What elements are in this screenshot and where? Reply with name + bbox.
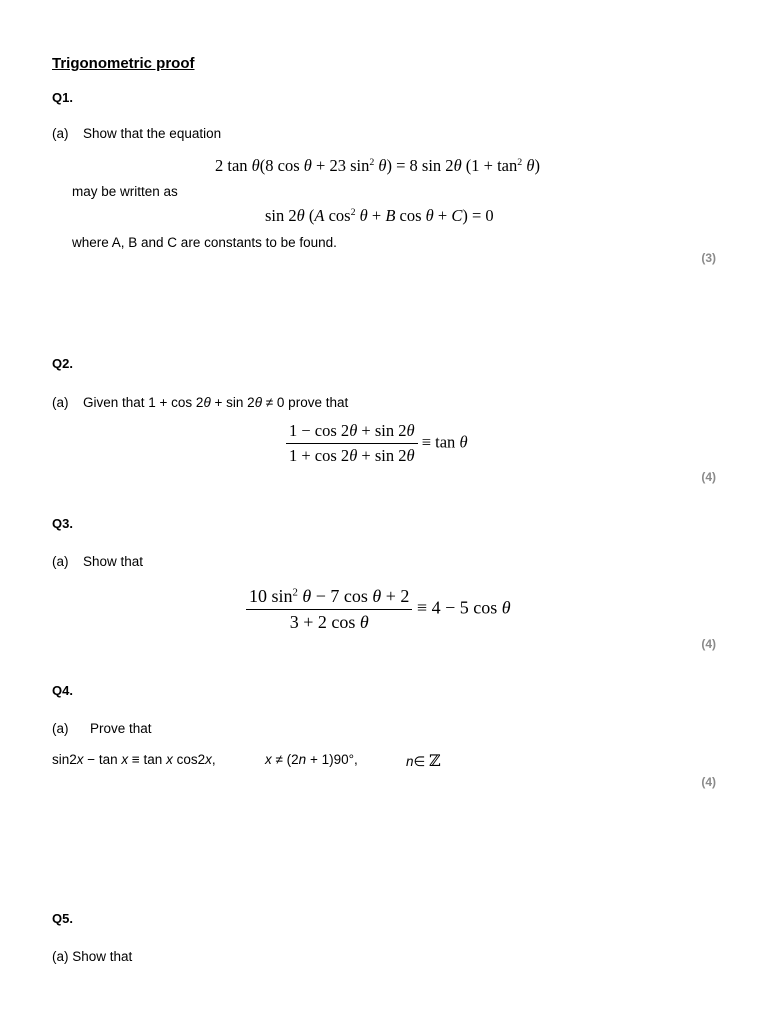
q2-denominator: 1 + cos 2θ + sin 2θ [289,446,415,465]
q3-identity [246,586,511,633]
q4-condition: x ≠ (2n + 1)90°, [265,752,358,767]
q3-numerator: 10 $\sin^2 \theta - 7$ cos θ + 2 [246,586,412,610]
q2-identity [286,421,468,466]
q3-part-label: (a) [52,554,69,569]
q3-prompt: Show that [83,554,144,569]
q2-part-label: (a) [52,395,69,410]
q2-part-a [52,395,348,410]
q4-marks: (4) [701,775,716,789]
q4-part-a [52,721,152,736]
q2-fraction [286,421,418,466]
q1-marks: (3) [701,251,716,265]
q1-end-text: where A, B and C are constants to be found. [72,235,337,250]
q1-part-label: (a) [52,126,69,141]
q4-domain-in: ∈ [413,754,426,769]
q2-label: Q2. [52,356,73,371]
q4-label: Q4. [52,683,73,698]
q4-part-label: (a) [52,721,69,736]
q3-label: Q3. [52,516,73,531]
q1-equation-1: 2 tan θ(8 cos θ + 23 $\sin^2 \theta) = 8$ sin 2θ $(1 + \tan^2 \theta)$ [215,156,540,175]
q4-prompt: Prove that [90,721,152,736]
q1-prompt: Show that the equation [83,126,222,141]
q4-domain [406,751,441,771]
q1-label: Q1. [52,90,73,105]
q1-middle-text: may be written as [72,184,178,199]
q3-rhs: ≡ 4 − 5 cos θ [416,597,511,618]
q5-label: Q5. [52,911,73,926]
q4-domain-n: n [406,754,414,769]
integers-symbol: ℤ [429,753,441,770]
q3-marks: (4) [701,637,716,651]
q3-denominator: 3 + 2 cos θ [289,612,369,632]
q1-part-a [52,126,221,141]
q2-rhs: ≡ tan θ [421,432,468,452]
q5-prompt: (a) Show that [52,949,133,964]
q1-equation-2: sin 2θ (A $\cos^2 \theta + B$ cos θ + C) = 0 [265,206,494,225]
document-title: Trigonometric proof [52,55,195,72]
q3-part-a [52,554,143,569]
q4-identity: sin2x − tan x ≡ tan x cos2x, [52,752,216,767]
q3-fraction [246,586,412,633]
q2-prompt: Given that 1 + cos 2θ + sin 2θ ≠ 0 prove that [83,395,349,410]
q2-marks: (4) [701,470,716,484]
q2-numerator: 1 − cos 2θ + sin 2θ [286,421,418,444]
